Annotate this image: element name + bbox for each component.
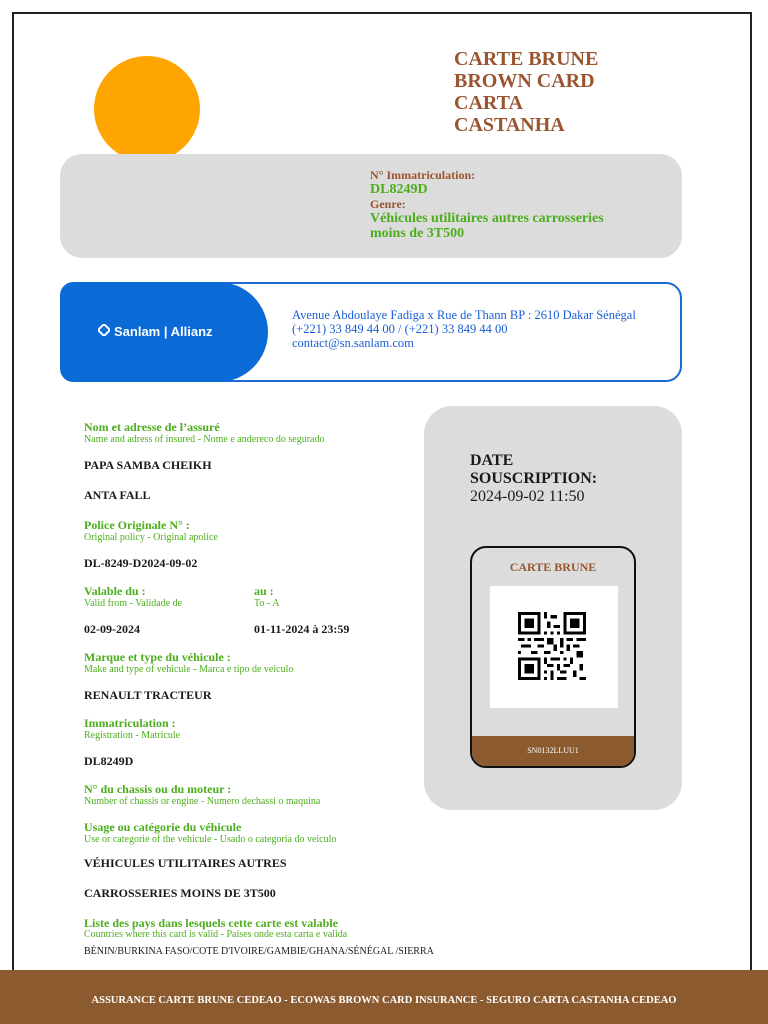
genre-value-line1: Véhicules utilitaires autres carrosseries (370, 211, 604, 226)
usage-value-1: VÉHICULES UTILITAIRES AUTRES (84, 856, 287, 870)
make-sublabel: Make and type of vehicule - Marca e tipo de veiculo (84, 664, 294, 675)
reg-value: DL8249D (84, 754, 134, 768)
registration-label: N° Immatriculation: (370, 168, 476, 182)
policy-sublabel: Original policy - Original apolice (84, 532, 218, 543)
usage-label: Usage ou catégorie du véhicule (84, 820, 242, 834)
make-value: RENAULT TRACTEUR (84, 688, 212, 702)
orange-circle-logo (94, 56, 200, 162)
valid-to-value: 01-11-2024 à 23:59 (254, 622, 350, 636)
registration-value: DL8249D (370, 182, 428, 197)
policy-value: DL-8249-D2024-09-02 (84, 556, 198, 570)
footer-text: ASSURANCE CARTE BRUNE CEDEAO - ECOWAS BROWN CARD INSURANCE - SEGURO CARTA CASTANHA CEDEAO (91, 995, 677, 1006)
title-line: CARTA (454, 92, 523, 114)
genre-label: Genre: (370, 197, 406, 211)
qr-card-code: SN0132LLUU1 (472, 736, 634, 766)
sanlam-icon (98, 324, 110, 339)
insured-label: Nom et adresse de l’assuré (84, 420, 220, 434)
subscription-date: 2024-09-02 11:50 (470, 488, 585, 505)
subscription-title (470, 452, 597, 488)
countries-sublabel: Countries where this card is valid - Paises onde esta carta e valida (84, 929, 348, 940)
card-title (454, 48, 598, 136)
title-line: BROWN CARD (454, 70, 595, 92)
registration-block (370, 168, 604, 241)
insurer-address: Avenue Abdoulaye Fadiga x Rue de Thann BP : 2610 Dakar Sénégal (292, 308, 636, 322)
insured-sublabel: Name and adress of insured - Nome e andereco do segurado (84, 434, 325, 445)
valid-from-label: Valable du : (84, 584, 146, 598)
title-line: CARTE BRUNE (454, 48, 599, 70)
subscription-title-line1: DATE (470, 452, 514, 469)
chassis-sublabel: Number of chassis or engine - Numero dechassi o maquina (84, 796, 321, 807)
reg-label: Immatriculation : (84, 716, 176, 730)
qr-code[interactable] (516, 612, 588, 680)
insurer-logo (98, 324, 213, 339)
chassis-label: N° du chassis ou du moteur : (84, 782, 232, 796)
valid-to-sublabel: To - A (254, 598, 280, 609)
usage-sublabel: Use or categorie of the vehicule - Usado o categoria do veiculo (84, 834, 337, 845)
subscription-title-line2: SOUSCRIPTION: (470, 470, 598, 487)
policy-label: Police Originale N° : (84, 518, 190, 532)
countries-label: Liste des pays dans lesquels cette carte est valable (84, 916, 338, 930)
usage-value-2: CARROSSERIES MOINS DE 3T500 (84, 886, 276, 900)
insurer-phones: (+221) 33 849 44 00 / (+221) 33 849 44 00 (292, 322, 508, 336)
insurer-contact (292, 308, 636, 350)
qr-card-title: CARTE BRUNE (509, 560, 597, 574)
valid-to-label: au : (254, 584, 274, 598)
insured-name-2: ANTA FALL (84, 488, 151, 502)
reg-sublabel: Registration - Matricule (84, 730, 181, 741)
insurer-logo-text: Sanlam | Allianz (114, 324, 213, 339)
insured-name-1: PAPA SAMBA CHEIKH (84, 458, 212, 472)
make-label: Marque et type du véhicule : (84, 650, 231, 664)
countries-value: BÉNIN/BURKINA FASO/COTE D'IVOIRE/GAMBIE/GHANA/SÉNÉGAL /SIERRA (84, 946, 434, 957)
valid-from-sublabel: Valid from - Validade de (84, 598, 183, 609)
genre-value-line2: moins de 3T500 (370, 226, 465, 241)
valid-from-value: 02-09-2024 (84, 622, 140, 636)
title-line: CASTANHA (454, 114, 565, 136)
qr-card (470, 546, 636, 768)
insurer-email[interactable]: contact@sn.sanlam.com (292, 336, 414, 350)
